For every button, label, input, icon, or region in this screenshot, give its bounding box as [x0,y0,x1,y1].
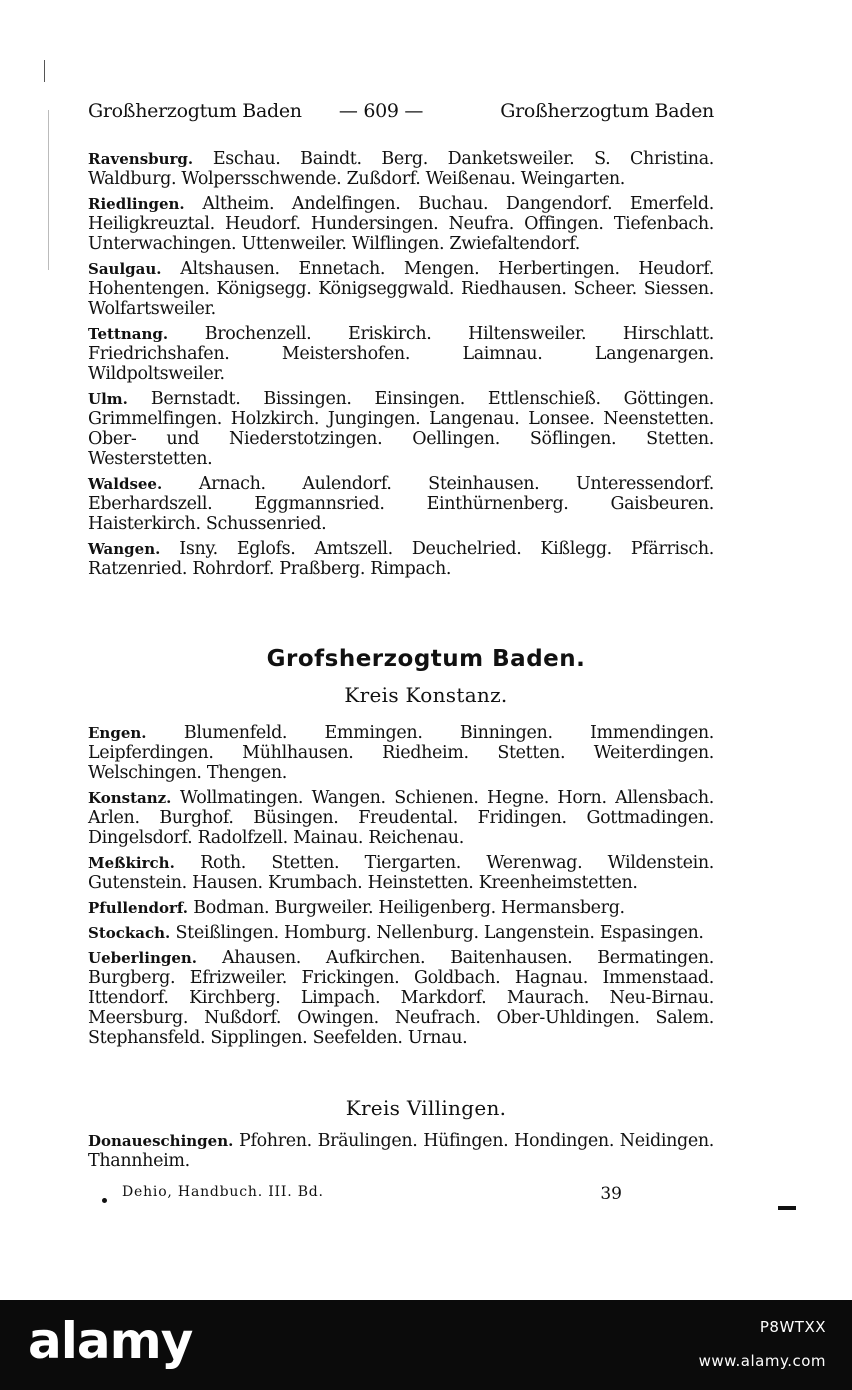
entry-text: Altshausen. Ennetach. Mengen. Herbertingen. Heudorf. Hohentengen. Königsegg. Königseggwald. Riedhausen. Scheer. Siessen. Wolfartsweiler. [88,259,714,319]
entry-key: Saulgau. [88,260,162,278]
entry-text: Bodman. Burgweiler. Heiligenberg. Hermansberg. [188,898,625,918]
entry [88,723,714,783]
entry-key: Engen. [88,724,147,742]
entry-text: Roth. Stetten. Tiergarten. Werenwag. Wildenstein. Gutenstein. Hausen. Krumbach. Heinstetten. Kreenheimstetten. [88,853,714,893]
page-footer [102,1184,622,1204]
kreis-konstanz-list [88,723,714,1053]
entry [88,948,714,1048]
entry-key: Pfullendorf. [88,899,189,917]
watermark-banner [0,1300,852,1390]
watermark-url: www.alamy.com [698,1352,826,1370]
margin-mark [44,60,45,82]
entry-text: Bernstadt. Bissingen. Einsingen. Ettlenschieß. Göttingen. Grimmelfingen. Holzkirch. Jungingen. Langenau. Lonsee. Neenstetten. Ober- und Niederstotzingen. Oellingen. Söflingen. Stetten. Westerstetten. [88,389,714,469]
entry [88,1131,714,1171]
wuerttemberg-list [88,149,714,584]
entry [88,539,714,579]
entry [88,853,714,893]
kreis-villingen-list [88,1131,714,1176]
entry-text: Pfohren. Bräulingen. Hüfingen. Hondingen. Neidingen. Thannheim. [88,1131,714,1171]
entry-text: Isny. Eglofs. Amtszell. Deuchelried. Kißlegg. Pfärrisch. Ratzenried. Rohrdorf. Praßberg. Rimpach. [88,539,714,579]
image-code: P8WTXX [759,1318,826,1336]
entry [88,923,714,943]
entry-text: Ahausen. Aufkirchen. Baitenhausen. Bermatingen. Burgberg. Efrizweiler. Frickingen. Goldbach. Hagnau. Immenstaad. Ittendorf. Kirchberg. Limpach. Markdorf. Maurach. Neu-Birnau. Meersburg. Nußdorf. Owingen. Neufrach. Ober-Uhldingen. Salem. Stephansfeld. Sipplingen. Seefelden. Urnau. [88,948,714,1048]
header-left: Großherzogtum Baden [88,100,302,122]
entry-key: Tettnang. [88,325,169,343]
footer-signature: Dehio, Handbuch. III. Bd. [122,1184,324,1200]
margin-dash [778,1206,796,1210]
entry [88,788,714,848]
entry-key: Donaueschingen. [88,1132,234,1150]
entry-text: Blumenfeld. Emmingen. Binningen. Immendingen. Leipferdingen. Mühlhausen. Riedheim. Stetten. Weiterdingen. Welschingen. Thengen. [88,723,714,783]
entry-key: Ueberlingen. [88,949,198,967]
section-title: Grofsherzogtum Baden. [266,646,586,672]
kreis-konstanz-title: Kreis Konstanz. [344,683,508,707]
running-header [88,100,714,122]
entry [88,898,714,918]
entry [88,194,714,254]
entry-key: Ravensburg. [88,150,194,168]
entry-key: Meßkirch. [88,854,175,872]
entry-key: Stockach. [88,924,171,942]
entry-text: Brochenzell. Eriskirch. Hiltensweiler. Hirschlatt. Friedrichshafen. Meistershofen. Laimnau. Langenargen. Wildpoltsweiler. [88,324,714,384]
footer-sheet-number: 39 [600,1184,622,1204]
page-number: — 609 — [338,100,424,122]
entry [88,324,714,384]
entry-key: Riedlingen. [88,195,185,213]
entry-text: Steißlingen. Homburg. Nellenburg. Langenstein. Espasingen. [170,923,704,943]
margin-mark [48,110,49,270]
kreis-villingen-title: Kreis Villingen. [345,1096,507,1120]
entry [88,149,714,189]
entry-key: Waldsee. [88,475,163,493]
alamy-logo: alamy [28,1312,193,1370]
entry-key: Konstanz. [88,789,172,807]
entry-text: Eschau. Baindt. Berg. Danketsweiler. S. Christina. Waldburg. Wolpersschwende. Zußdorf. Weißenau. Weingarten. [88,149,714,189]
entry-text: Altheim. Andelfingen. Buchau. Dangendorf. Emerfeld. Heiligkreuztal. Heudorf. Hundersingen. Neufra. Offingen. Tiefenbach. Unterwachingen. Uttenweiler. Wilflingen. Zwiefaltendorf. [88,194,714,254]
entry [88,259,714,319]
entry-text: Wollmatingen. Wangen. Schienen. Hegne. Horn. Allensbach. Arlen. Burghof. Büsingen. Freudental. Fridingen. Gottmadingen. Dingelsdorf. Radolfzell. Mainau. Reichenau. [88,788,714,848]
header-right: Großherzogtum Baden [500,100,714,122]
entry-key: Ulm. [88,390,128,408]
entry-key: Wangen. [88,540,161,558]
entry-text: Arnach. Aulendorf. Steinhausen. Unteressendorf. Eberhardszell. Eggmannsried. Einthürnenberg. Gaisbeuren. Haisterkirch. Schussenried. [88,474,714,534]
entry [88,474,714,534]
entry [88,389,714,469]
